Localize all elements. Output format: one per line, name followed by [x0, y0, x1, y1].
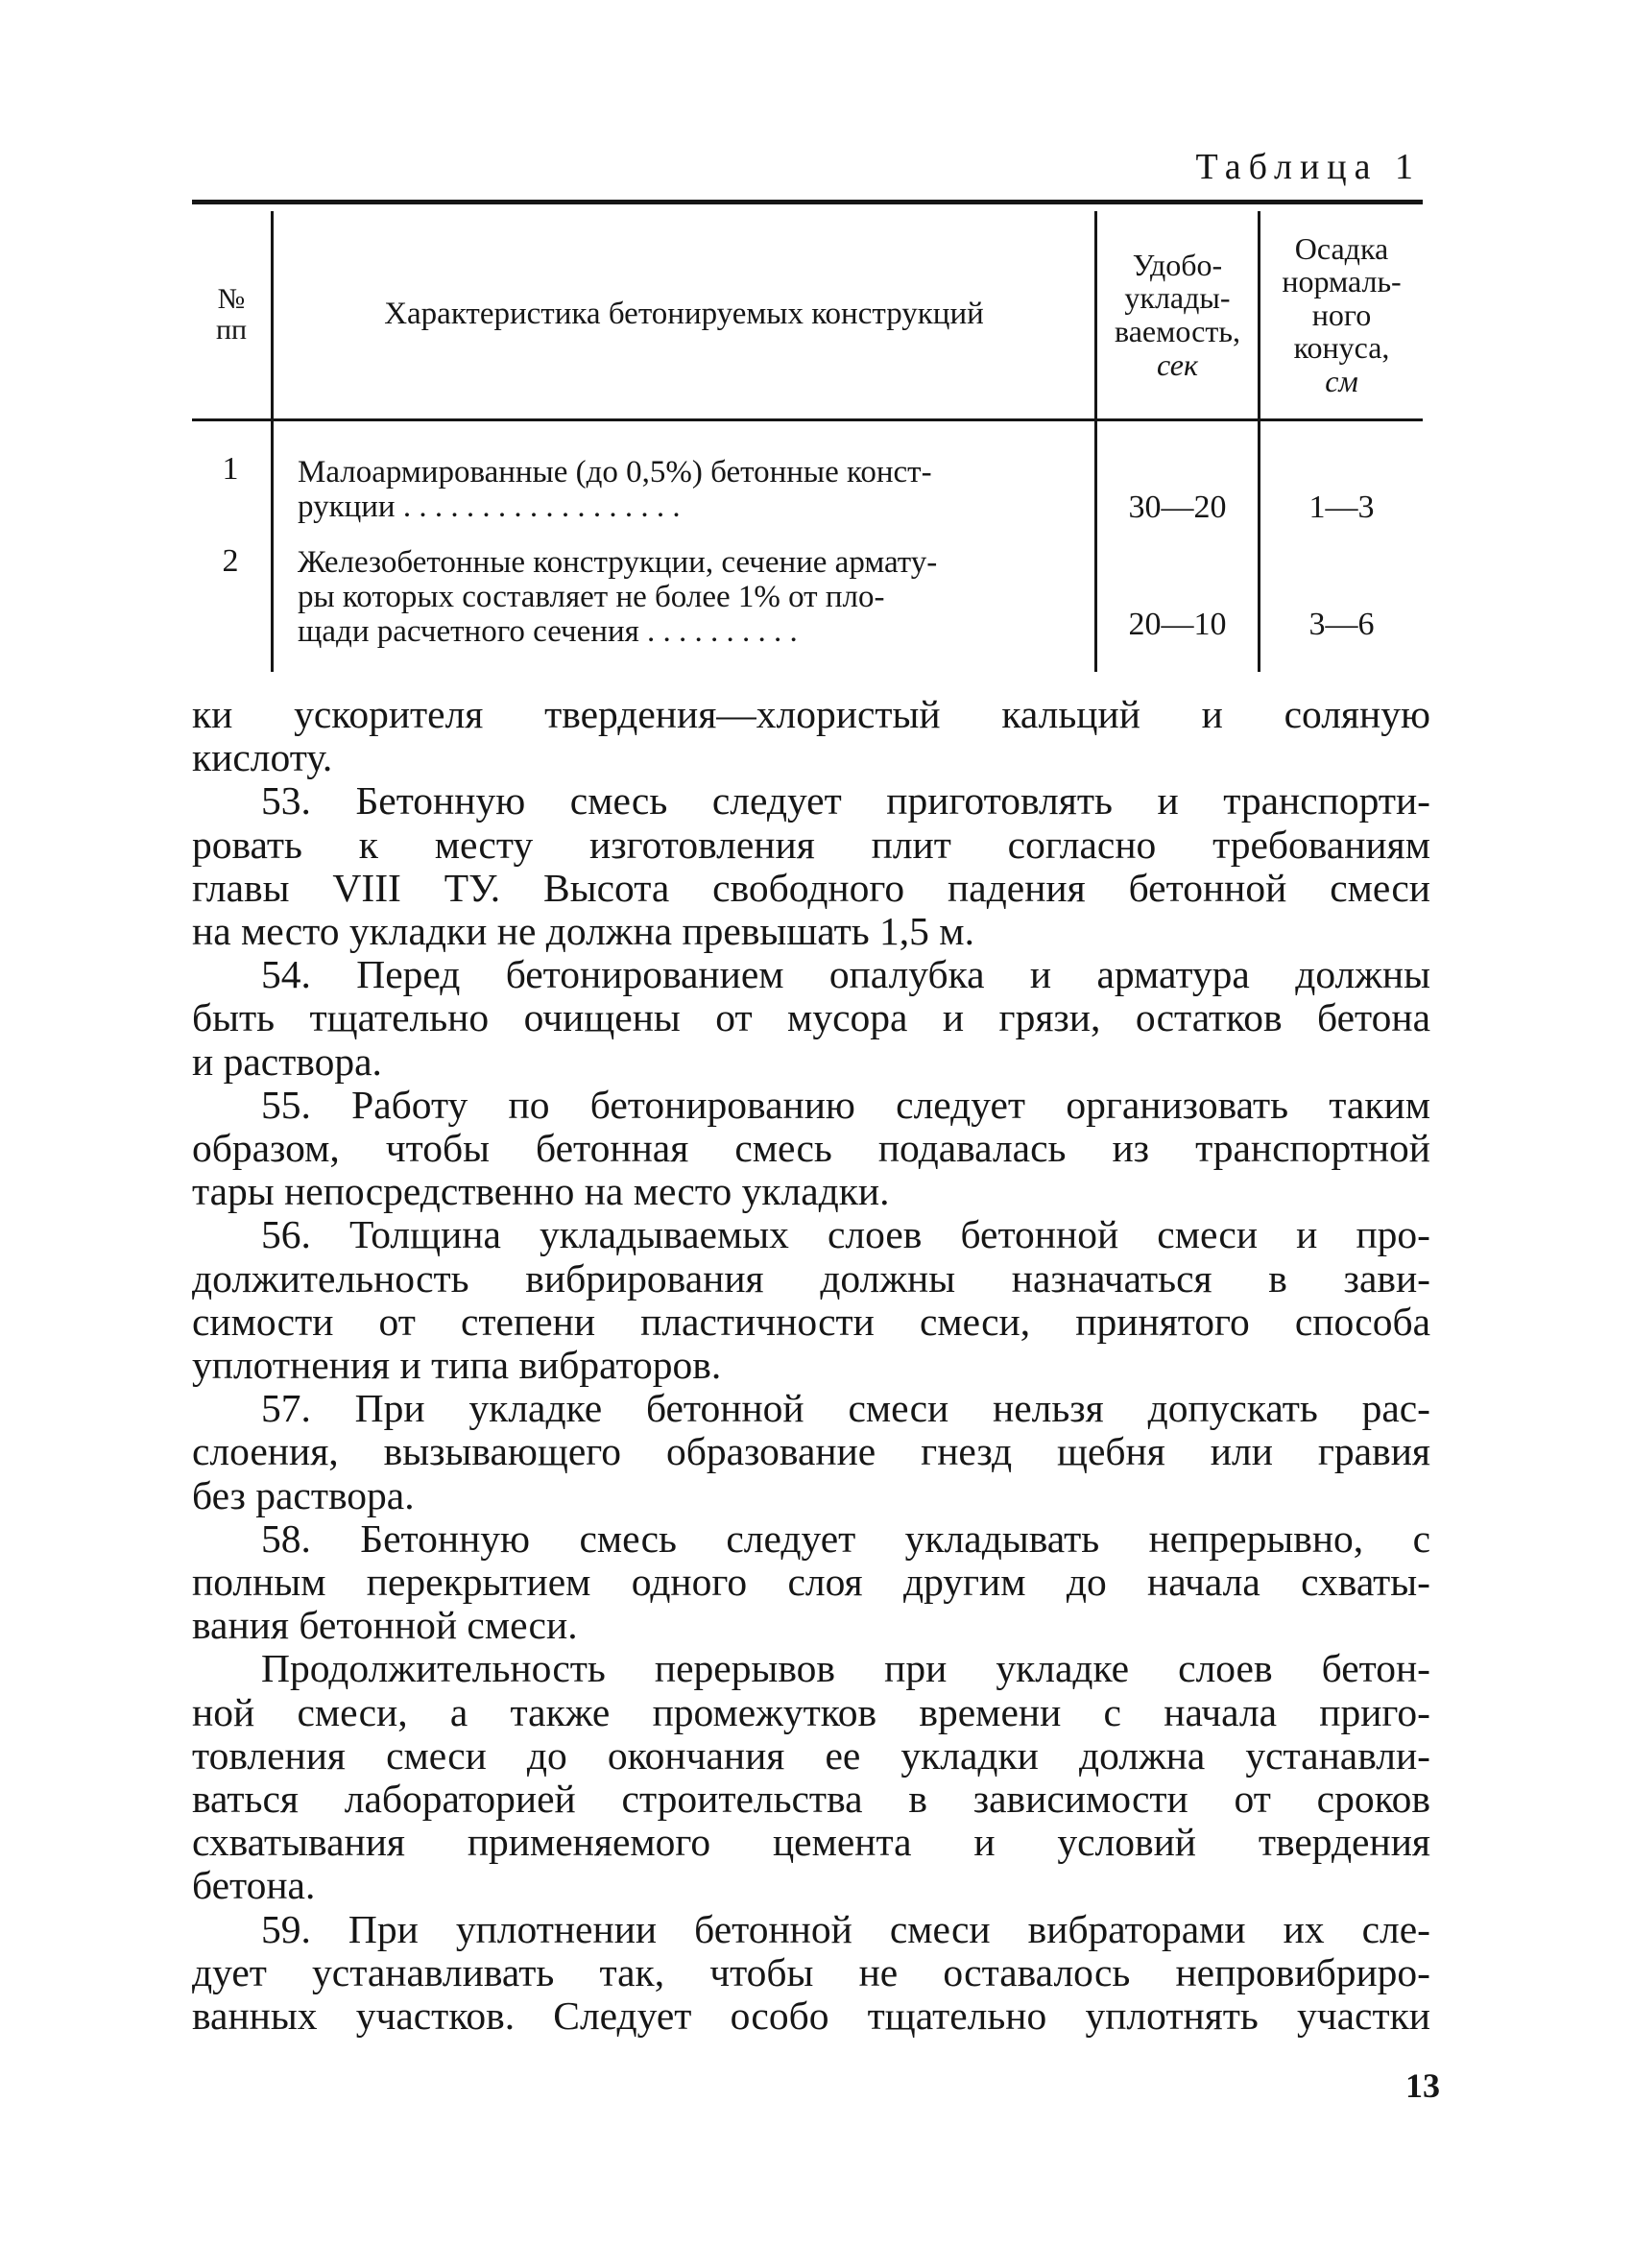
body-text-line: 54. Перед бетонированием опалубка и арматура должны	[261, 952, 1430, 997]
table-caption: Таблица 1	[1195, 147, 1421, 187]
body-text-line: без раствора.	[192, 1472, 415, 1517]
header-number-label: пп	[215, 314, 248, 346]
body-text-line: должительность вибрирования должны назначаться в зави-	[192, 1255, 1430, 1301]
body-text-line: и раствора.	[192, 1039, 382, 1084]
body-text-line: ровать к месту изготовления плит согласно требованиям	[192, 822, 1430, 867]
row-number: 1	[222, 451, 239, 487]
table-header-rule	[192, 418, 1423, 421]
row-description-line: рукции . . . . . . . . . . . . . . . . . .	[298, 489, 681, 524]
body-text-line: главы VIII ТУ. Высота свободного падения бетонной смеси	[192, 865, 1430, 910]
header-workability-line: ваемость,	[1115, 314, 1240, 348]
row-description-line: Малоармированные (до 0,5%) бетонные конст-	[298, 455, 932, 489]
body-text-line: схватывания применяемого цемента и условий твердения	[192, 1820, 1430, 1865]
body-text-line: вания бетонной смеси.	[192, 1603, 578, 1648]
header-number-sign: №	[217, 282, 246, 315]
header-slump-line: конуса,	[1293, 330, 1390, 366]
header-number	[192, 228, 271, 401]
row-description	[298, 455, 1094, 524]
header-workability-unit: сек	[1157, 346, 1198, 382]
body-text-line: тары непосредственно на место укладки.	[192, 1169, 890, 1214]
body-text	[192, 693, 1430, 2038]
header-slump-line: ного	[1311, 297, 1372, 332]
body-text-line: слоения, вызывающего образование гнезд щебня или гравия	[192, 1429, 1430, 1474]
row-workability: 20—10	[1128, 607, 1227, 642]
header-description: Характеристика бетонируемых конструкций	[384, 297, 984, 332]
header-slump	[1260, 211, 1423, 418]
body-text-line: Продолжительность перерывов при укладке слоев бетон-	[261, 1646, 1430, 1691]
table-top-rule	[192, 200, 1423, 204]
header-slump-unit: см	[1325, 363, 1358, 398]
body-text-line: бетона.	[192, 1863, 316, 1908]
body-text-line: образом, чтобы бетонная смесь подавалась из транспортной	[192, 1126, 1430, 1171]
header-workability-line: уклады-	[1124, 280, 1231, 316]
body-text-line: на место укладки не должна превышать 1,5 м.	[192, 909, 974, 954]
header-slump-line: Осадка	[1294, 230, 1389, 266]
page-number: 13	[1405, 2066, 1440, 2105]
body-text-line: товления смеси до окончания ее укладки должна устанавли-	[192, 1732, 1430, 1778]
body-text-line: кислоту.	[192, 735, 333, 780]
body-text-line: 53. Бетонную смесь следует приготовлять и транспорти-	[261, 778, 1430, 824]
body-text-line: уплотнения и типа вибраторов.	[192, 1343, 722, 1388]
body-text-line: ванных участков. Следует особо тщательно уплотнять участки	[192, 1993, 1430, 2039]
body-text-line: 58. Бетонную смесь следует укладывать непрерывно, с	[261, 1516, 1430, 1561]
row-description-line: щади расчетного сечения . . . . . . . . . .	[298, 614, 798, 649]
body-text-line: 59. При уплотнении бетонной смеси вибраторами их сле-	[261, 1906, 1430, 1951]
body-text-line: ной смеси, а также промежутков времени с начала приго-	[192, 1689, 1430, 1734]
header-workability-line: Удобо-	[1132, 247, 1223, 282]
row-description	[298, 545, 1094, 649]
body-text-line: симости от степени пластичности смеси, принятого способа	[192, 1299, 1430, 1344]
row-number: 2	[222, 543, 239, 579]
body-text-line: быть тщательно очищены от мусора и грязи, остатков бетона	[192, 995, 1430, 1040]
data-table	[192, 200, 1423, 680]
body-text-line: 55. Работу по бетонированию следует организовать таким	[261, 1082, 1430, 1127]
body-text-line: полным перекрытием одного слоя другим до начала схваты-	[192, 1560, 1430, 1605]
body-text-line: ваться лабораторией строительства в зависимости от сроков	[192, 1777, 1430, 1822]
header-slump-line: нормаль-	[1282, 264, 1402, 299]
row-workability: 30—20	[1128, 489, 1227, 525]
body-text-line: 57. При укладке бетонной смеси нельзя допускать рас-	[261, 1386, 1430, 1431]
body-text-line: 56. Толщина укладываемых слоев бетонной смеси и про-	[261, 1212, 1430, 1257]
header-workability	[1097, 211, 1258, 418]
row-description-line: ры которых составляет не более 1% от пло-	[298, 580, 885, 614]
row-slump: 3—6	[1308, 607, 1375, 642]
body-text-line: дует устанавливать так, чтобы не оставалось непровибриро-	[192, 1949, 1430, 1994]
body-text-line: ки ускорителя твердения—хлористый кальций и соляную	[192, 692, 1430, 736]
row-slump: 1—3	[1308, 489, 1375, 525]
row-description-line: Железобетонные конструкции, сечение армату-	[298, 545, 938, 580]
